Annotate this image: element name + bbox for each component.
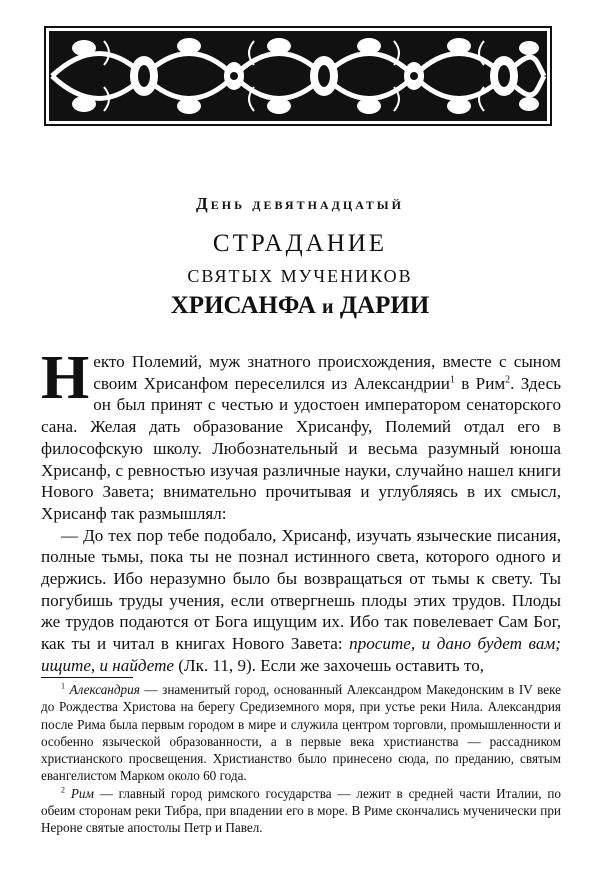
drop-cap: Н [41,344,90,412]
footnote-ref-1: 1 [449,374,455,386]
main-text [41,344,562,677]
footnote-2-term: Рим [70,785,94,801]
footnote-ref-2: 2 [505,374,511,386]
title-name-1: ХРИСАНФА [170,292,316,319]
paragraph-2 [41,525,561,677]
title-conjunction: и [322,296,334,318]
decorative-ornament-header [44,26,552,126]
day-title: День девятнадцатый [196,194,404,213]
footnotes [41,681,561,837]
paragraph-1-part-c: . Здесь он был принят с честью и удостоен императором сенаторского сана. Желая дать образование Хрисанфу, Полемий отдал его в философскую школу. Любознательный и весьма разумный юноша Хрисанф, с ревностью изучая различные науки, случайно нашел книги Нового Завета; внимательно прочитывая и углубляясь в их смысл, Хрисанф так размышлял: [41,373,562,523]
paragraph-1 [41,344,562,525]
ornament-graphic [44,26,552,126]
title-line-1: СТРАДАНИЕ [212,230,388,257]
footnote-1-text: — знаменитый город, основанный Александром Македонским в IV веке до Рождества Христова на берегу Средиземного моря, при устье реки Нила. Александрия после Рима была первым городом в мире и служила центром торговли, промышленности и особенно языческой образованности, а в первые века христианства — рассадником христианского просвещения. Христианство было принесено сюда, по преданию, святым евангелистом Марком около 60 года. [41,682,561,784]
scripture-quote: просите, и дано будет вам; ищите, и найдете [41,634,562,675]
title-line-2: СВЯТЫХ МУЧЕНИКОВ [187,266,413,286]
paragraph-1-part-b: в Рим [454,373,506,393]
footnote-1-number: 1 [61,681,65,691]
footnote-divider [41,677,133,678]
footnote-2-number: 2 [61,785,65,795]
footnote-1 [41,681,561,785]
footnote-2 [41,785,561,837]
scripture-reference: (Лк. 11, 9). Если же захочешь оставить то, [174,655,485,675]
footnote-1-term: Александрия [69,682,140,697]
paragraph-2-part-a: — До тех пор тебе подобало, Хрисанф, изучать языческие писания, полные тьмы, пока ты не познал истинного света, которого одного и держись. Ибо неразумно было бы возвращаться от тьмы к свету. Ты погубишь труды учения, если отвергнешь плоды этих трудов. Плоды же трудов подаются от Бога ищущим их. Ибо так повелевает Сам Бог, как ты и читал в книгах Нового Завета: [41,525,561,654]
title-name-2: ДАРИИ [339,292,430,319]
paragraph-1-part-a: екто Полемий, муж знатного происхождения, вместе с сыном своим Хрисанфом переселился из Александрии [93,352,561,393]
footnote-2-text: — главный город римского государства — лежит в средней части Италии, по обеим сторонам реки Тибра, при впадении его в море. В Риме скончались мученически при Нероне святые апостолы Петр и Павел. [41,785,562,836]
title-names [0,292,600,320]
